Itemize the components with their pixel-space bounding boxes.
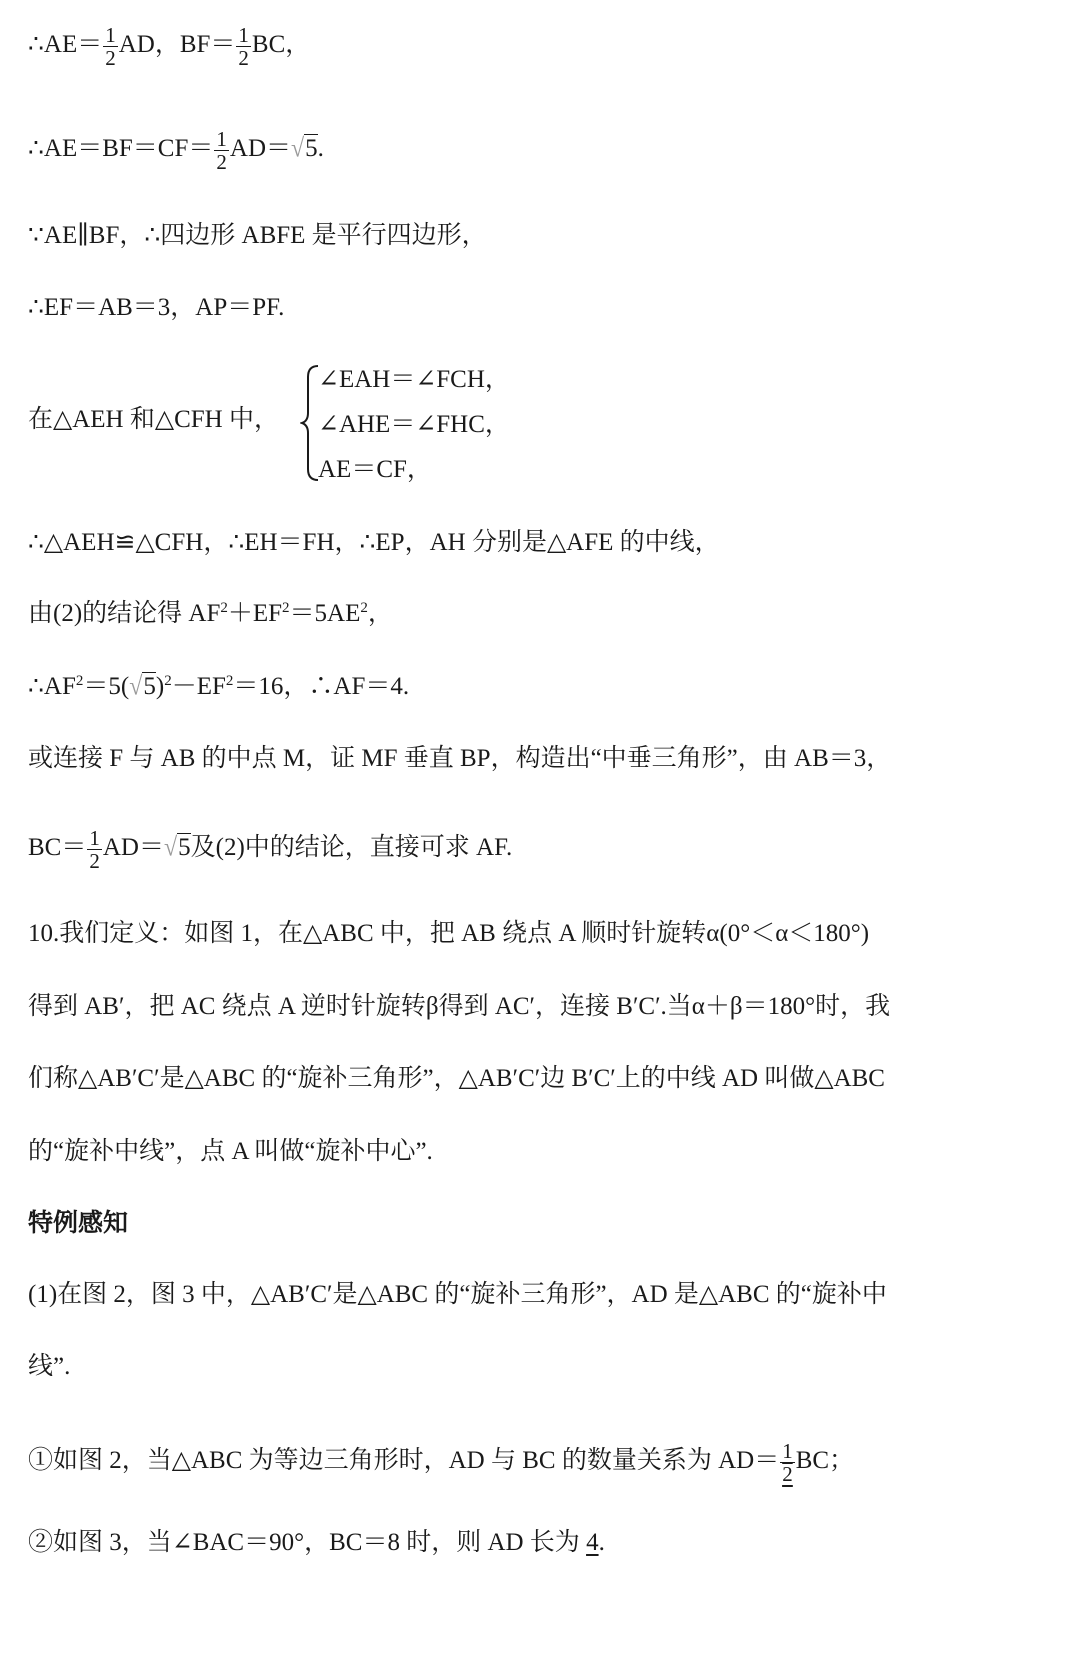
system-eq-1: ∠EAH＝∠FCH，	[318, 366, 510, 393]
superscript: 2	[220, 600, 228, 616]
text: 及(2)中的结论，直接可求 AF.	[190, 834, 513, 862]
fraction	[103, 24, 118, 69]
line-19	[28, 1527, 605, 1559]
system-eq-2: ∠AHE＝∠FHC，	[318, 411, 510, 438]
text: BC＝	[28, 834, 87, 862]
line-9: 或连接 F 与 AB 的中点 M，证 MF 垂直 BP，构造出“中垂三角形”，由 AB＝3，	[28, 745, 892, 772]
text: )	[155, 673, 165, 700]
radicand: 5	[305, 135, 318, 163]
text: ＝5(	[83, 673, 130, 700]
text: AD，BF＝	[118, 31, 236, 59]
superscript: 2	[360, 600, 368, 616]
text: ＝5AE	[289, 600, 361, 627]
text: ，	[367, 600, 393, 627]
line-12: 得到 AB′，把 AC 绕点 A 逆时针旋转β得到 AC′，连接 B′C′.当α＋β＝180°时，我	[28, 993, 891, 1020]
fraction	[236, 24, 251, 69]
line-13: 们称△AB′C′是△ABC 的“旋补三角形”，△AB′C′边 B′C′上的中线 AD 叫做△ABC	[28, 1065, 885, 1092]
text: ＋EF	[227, 600, 283, 627]
text: ②如图 3，当∠BAC＝90°，BC＝8 时，则 AD 长为	[28, 1529, 587, 1556]
text: ＝16，∴AF＝4.	[233, 673, 410, 700]
line-17: 线”.	[28, 1353, 71, 1380]
line-14: 的“旋补中线”，点 A 叫做“旋补中心”.	[28, 1138, 433, 1165]
answer-fraction	[780, 1440, 795, 1485]
line-10	[28, 827, 512, 872]
section-heading: 特例感知	[28, 1208, 129, 1237]
answer-value: 4	[586, 1529, 599, 1556]
text: ∴AE＝	[28, 31, 103, 59]
radicand: 5	[178, 834, 191, 862]
text: AD＝	[229, 135, 291, 163]
line-8	[28, 671, 409, 703]
radical-sign: √	[291, 134, 305, 164]
text: .	[317, 135, 324, 163]
radical-sign: √	[163, 833, 178, 863]
frac-den: 2	[105, 46, 116, 70]
superscript: 2	[225, 673, 234, 689]
line-18	[28, 1440, 854, 1485]
text: ∴AE＝BF＝CF＝	[28, 135, 214, 163]
sqrt	[291, 133, 318, 165]
sqrt	[164, 832, 191, 864]
text: .	[598, 1529, 605, 1556]
frac-num: 1	[216, 127, 227, 151]
line-5-lead: 在△AEH 和△CFH 中，	[28, 406, 279, 433]
line-16: (1)在图 2，图 3 中，△AB′C′是△ABC 的“旋补三角形”，AD 是△ABC 的“旋补中	[28, 1281, 887, 1308]
text: BC，	[251, 31, 311, 59]
superscript: 2	[75, 673, 84, 689]
line-1	[28, 24, 310, 69]
frac-den: 2	[89, 849, 100, 873]
text: ①如图 2，当△ABC 为等边三角形时，AD 与 BC 的数量关系为 AD＝	[28, 1447, 780, 1475]
line-11: 10.我们定义：如图 1，在△ABC 中，把 AB 绕点 A 顺时针旋转α(0°＜α＜180°)	[28, 920, 870, 947]
frac-den: 2	[238, 46, 249, 70]
line-4: ∴EF＝AB＝3，AP＝PF.	[28, 294, 285, 321]
system-eq-3: AE＝CF，	[318, 456, 432, 483]
fraction	[87, 827, 102, 872]
frac-den: 2	[216, 150, 227, 174]
text: －EF	[171, 673, 226, 700]
frac-num: 1	[105, 23, 116, 47]
radicand: 5	[143, 673, 156, 700]
superscript: 2	[164, 673, 172, 689]
line-6: ∴△AEH≌△CFH，∴EH＝FH，∴EP，AH 分别是△AFE 的中线，	[28, 529, 720, 556]
line-3: ∵AE∥BF，∴四边形 ABFE 是平行四边形，	[28, 222, 487, 249]
frac-den: 2	[782, 1462, 793, 1486]
frac-num: 1	[89, 826, 100, 850]
superscript: 2	[282, 600, 290, 616]
line-7	[28, 598, 393, 630]
frac-num: 1	[238, 23, 249, 47]
text: ∴AF	[28, 673, 76, 700]
radical-sign: √	[129, 672, 143, 702]
fraction	[214, 128, 229, 173]
sqrt	[129, 671, 156, 703]
line-2	[28, 128, 324, 173]
frac-num: 1	[782, 1439, 793, 1463]
text: AD＝	[102, 834, 164, 862]
text: BC；	[795, 1447, 855, 1475]
text: 由(2)的结论得 AF	[28, 600, 221, 627]
